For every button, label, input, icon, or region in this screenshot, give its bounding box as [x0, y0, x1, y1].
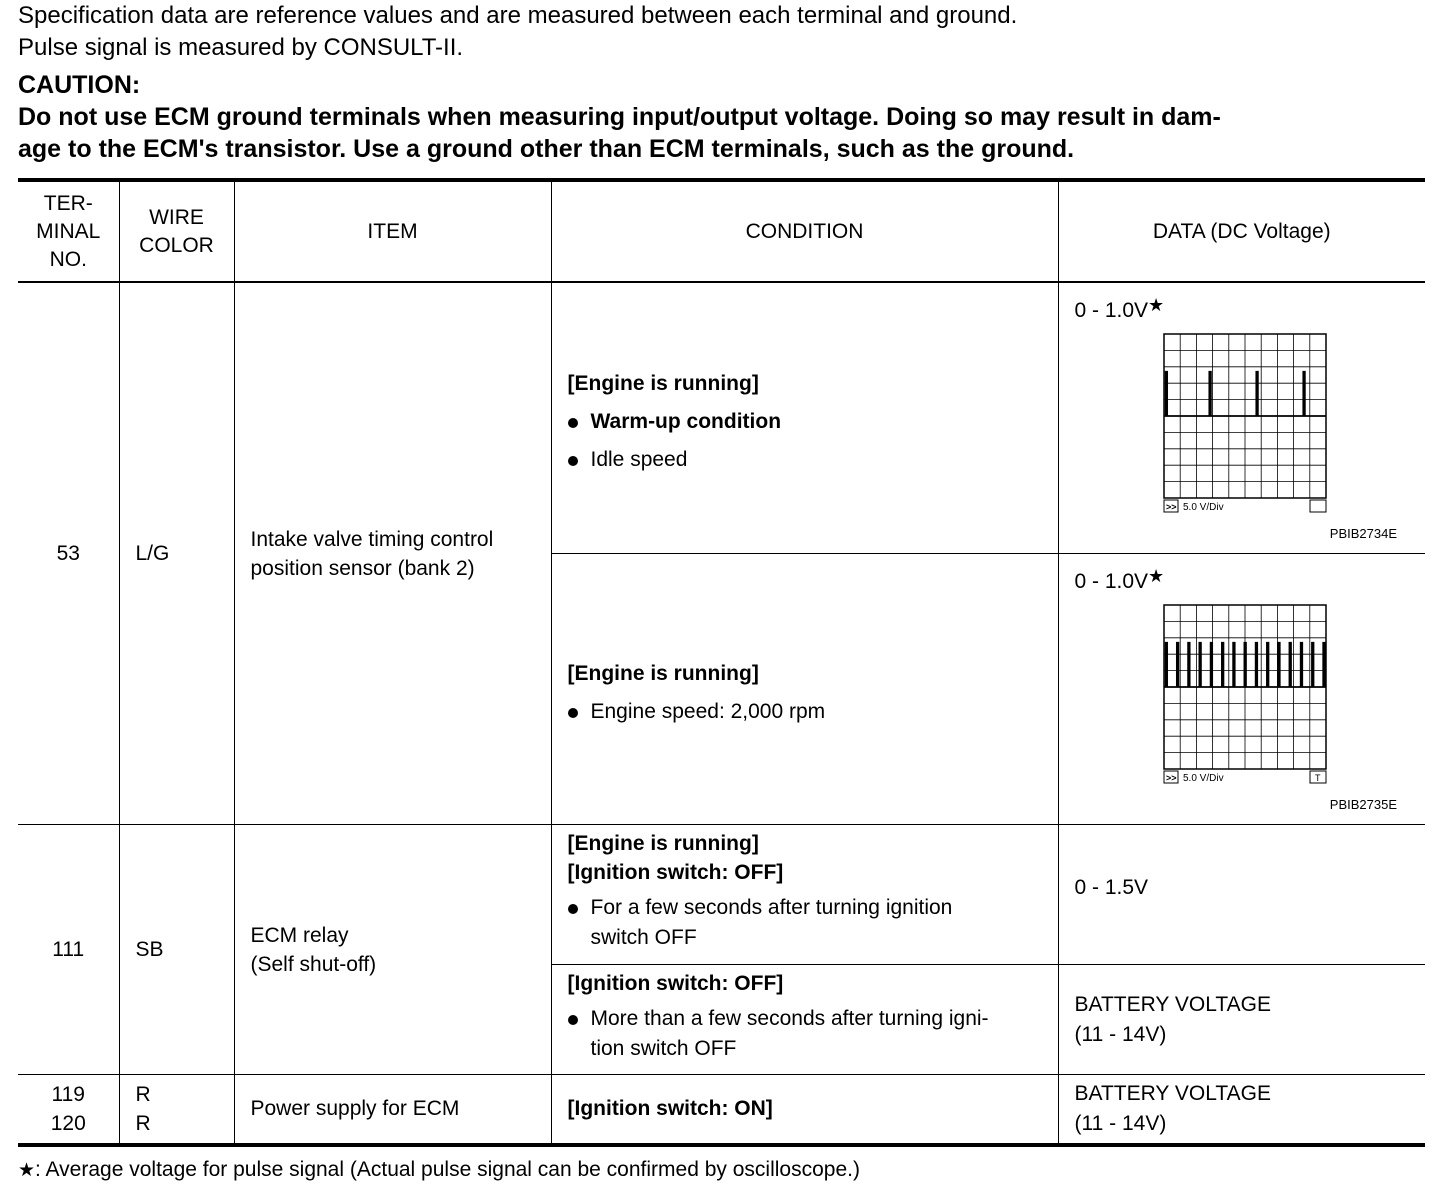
condition-111-off: [Ignition switch: OFF] More than a few seconds after turning igni- tion switch OFF: [551, 965, 1058, 1075]
data-111-running: 0 - 1.5V: [1058, 825, 1425, 965]
oscilloscope-waveform-idle: [1163, 333, 1333, 515]
caution-title: CAUTION:: [18, 71, 141, 99]
caution-body: [18, 101, 1428, 165]
data-111-off: BATTERY VOLTAGE (11 - 14V): [1058, 965, 1425, 1075]
terminal-119-120: 119 120: [18, 1075, 119, 1145]
svg-text:T: T: [1314, 773, 1320, 783]
data-53-idle: 0 - 1.0V★ >> 5.0 V/Div PBIB2734E: [1058, 282, 1425, 554]
header-condition: CONDITION: [551, 180, 1058, 282]
item-53: Intake valve timing control position sensor (bank 2): [234, 282, 551, 825]
caution-line-1: Do not use ECM ground terminals when measuring input/output voltage. Doing so may result in dam-: [18, 103, 1221, 131]
condition-53-2000rpm: [Engine is running] Engine speed: 2,000 rpm: [551, 554, 1058, 825]
scope-scale-label: 5.0 V/Div: [1182, 773, 1224, 784]
header-terminal-no: TER- MINAL NO.: [18, 180, 119, 282]
svg-text:>>: >>: [1165, 502, 1177, 512]
wire-111: SB: [119, 825, 234, 1075]
star-icon: ★: [18, 1160, 36, 1181]
data-119-120: BATTERY VOLTAGE (11 - 14V): [1058, 1075, 1425, 1145]
item-119-120: Power supply for ECM: [234, 1075, 551, 1145]
wire-119-120: R R: [119, 1075, 234, 1145]
condition-111-running: [Engine is running] [Ignition switch: OFF] For a few seconds after turning ignition switch OFF: [551, 825, 1058, 965]
oscilloscope-waveform-2000rpm: [1163, 604, 1333, 786]
terminal-53: 53: [18, 282, 119, 825]
footnote: [18, 1158, 860, 1182]
pulse-note: Pulse signal is measured by CONSULT-II.: [18, 34, 464, 61]
condition-119-120: [Ignition switch: ON]: [551, 1075, 1058, 1145]
wire-53: L/G: [119, 282, 234, 825]
table-header-row: [18, 180, 1425, 282]
terminal-111: 111: [18, 825, 119, 1075]
svg-text:>>: >>: [1165, 773, 1177, 783]
table-row: [18, 282, 1425, 554]
spec-note: Specification data are reference values and are measured between each terminal and ground.: [18, 2, 1018, 29]
scope-scale-label: 5.0 V/Div: [1182, 502, 1224, 513]
terminal-spec-table: [18, 178, 1425, 1147]
footnote-text: : Average voltage for pulse signal (Actual pulse signal can be confirmed by oscilloscope.): [35, 1158, 860, 1181]
table-row: [18, 825, 1425, 965]
figure-code: PBIB2735E: [1329, 797, 1397, 812]
table-row: [18, 1075, 1425, 1145]
item-111: ECM relay (Self shut-off): [234, 825, 551, 1075]
header-data: DATA (DC Voltage): [1058, 180, 1425, 282]
header-wire-color: WIRE COLOR: [119, 180, 234, 282]
condition-53-idle: [Engine is running] Warm-up condition Idle speed: [551, 282, 1058, 554]
figure-code: PBIB2734E: [1329, 526, 1397, 541]
data-53-2000rpm: 0 - 1.0V★ >> 5.0 V/Div T PBIB2735E: [1058, 554, 1425, 825]
caution-line-2: age to the ECM's transistor. Use a ground other than ECM terminals, such as the ground.: [18, 135, 1075, 163]
intro-section: [18, 0, 1428, 165]
header-item: ITEM: [234, 180, 551, 282]
